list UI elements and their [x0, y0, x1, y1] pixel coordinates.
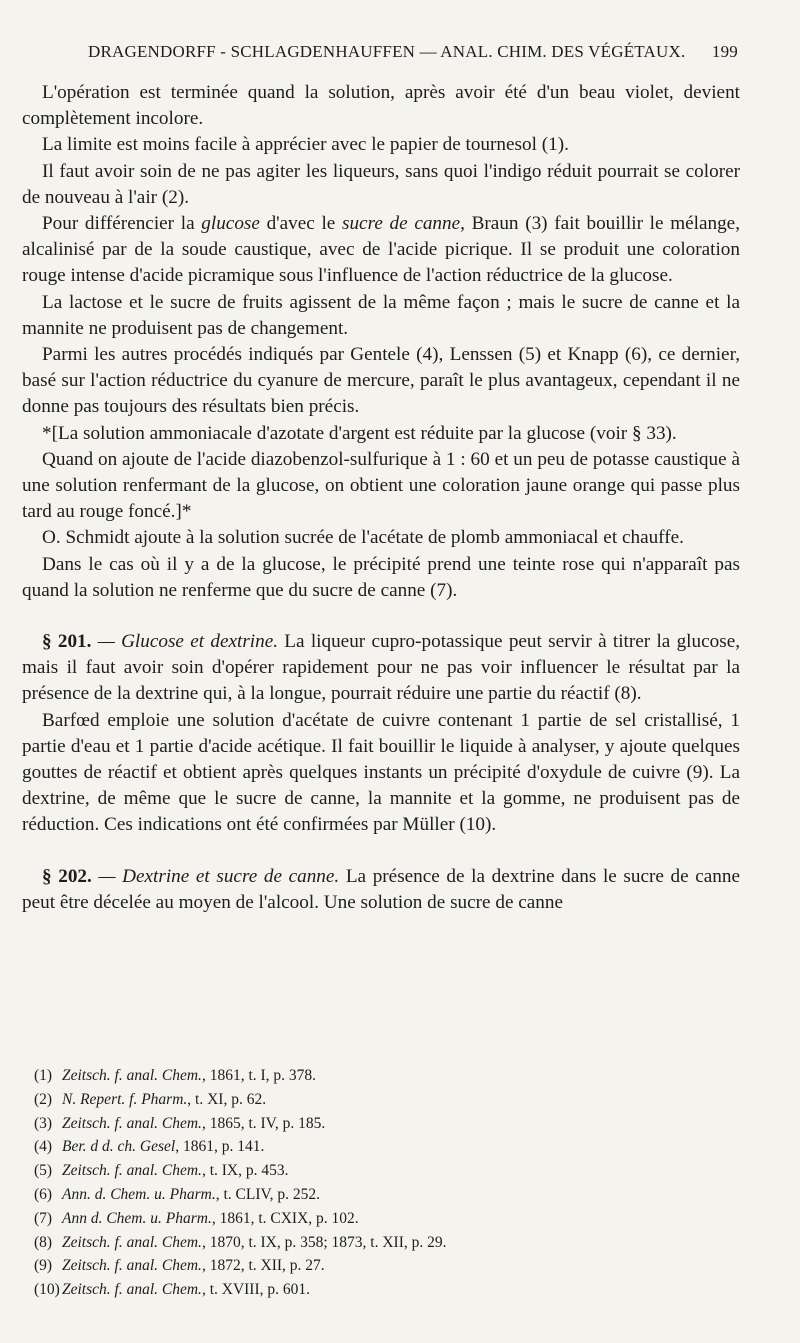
paragraph: O. Schmidt ajoute à la solution sucrée de l'acétate de plomb ammoniacal et chauffe. [42, 527, 684, 549]
paragraph: *[La solution ammoniacale d'azotate d'argent est réduite par la glucose (voir § 33). [42, 422, 677, 444]
footnote: (4) Ber. d d. ch. Gesel, 1861, p. 141. [34, 1138, 265, 1156]
paragraph: L'opération est terminée quand la solution, après avoir été d'un beau violet, devient complètement incolore. [22, 82, 740, 130]
paragraph: La lactose et le sucre de fruits agissent de la même façon ; mais le sucre de canne et la mannite ne produisent pas de changement. [22, 291, 740, 339]
section-title: — Dextrine et sucre de canne. [98, 865, 340, 887]
section-number: § 201. [42, 631, 92, 653]
footnote: (6) Ann. d. Chem. u. Pharm., t. CLIV, p. 252. [34, 1185, 321, 1203]
section-201: § 201. — Glucose et dextrine. La liqueur cupro-potassique peut servir à titrer la glucose, mais il faut avoir soin d'opérer rapidement pour ne pas voir influencer le résultat par la présence de la dextrine qui, à la longue, pourrait réduire une partie du réactif (8). [22, 631, 741, 705]
paragraph: Dans le cas où il y a de la glucose, le précipité prend une teinte rose qui n'apparaît pas quand la solution ne renferme que du sucre de canne (7). [22, 553, 740, 601]
section-number: § 202. [42, 865, 92, 887]
main-text [22, 80, 740, 916]
paragraph: Parmi les autres procédés indiqués par Gentele (4), Lenssen (5) et Knapp (6), ce dernier, basé sur l'action réductrice du cyanure de mercure, paraît le plus avantageux, cependant il ne donne pas toujours des résultats bien précis. [22, 344, 740, 418]
footnote: (8) Zeitsch. f. anal. Chem., 1870, t. IX, p. 358; 1873, t. XII, p. 29. [34, 1233, 447, 1251]
running-title: DRAGENDORFF - SCHLAGDENHAUFFEN — ANAL. CHIM. DES VÉGÉTAUX. [88, 42, 686, 61]
paragraph: Pour différencier la glucose d'avec le sucre de canne, Braun (3) fait bouillir le mélange, alcalinisé par de la soude caustique, avec de l'acide picrique. Il se produit une coloration rouge intense d'acide picramique sous l'influence de l'action réductrice de la glucose. [22, 213, 740, 287]
footnotes [34, 1064, 734, 1302]
footnote: (3) Zeitsch. f. anal. Chem., 1865, t. IV, p. 185. [34, 1114, 326, 1132]
footnote: (9) Zeitsch. f. anal. Chem., 1872, t. XII, p. 27. [34, 1257, 325, 1275]
section-202: § 202. — Dextrine et sucre de canne. La présence de la dextrine dans le sucre de canne peut être décelée au moyen de l'alcool. Une solution de sucre de canne [22, 865, 741, 913]
paragraph: Il faut avoir soin de ne pas agiter les liqueurs, sans quoi l'indigo réduit pourrait se colorer de nouveau à l'air (2). [22, 160, 740, 208]
footnote: (1) Zeitsch. f. anal. Chem., 1861, t. I, p. 378. [34, 1067, 317, 1084]
page-number: 199 [711, 42, 738, 61]
footnote: (7) Ann d. Chem. u. Pharm., 1861, t. CXIX, p. 102. [34, 1209, 359, 1227]
footnote: (10) Zeitsch. f. anal. Chem., t. XVIII, p. 601. [34, 1281, 310, 1299]
paragraph: Barfœd emploie une solution d'acétate de cuivre contenant 1 partie de sel cristallisé, 1 partie d'eau et 1 partie d'acide acétique. Il fait bouillir le liquide à analyser, y ajoute quelques gouttes de réactif et obtient après quelques instants un précipité d'oxydule de cuivre (9). La dextrine, de même que le sucre de canne, la mannite et la gomme, ne produisent pas de réduction. Ces indications ont été confirmées par Müller (10). [22, 709, 740, 836]
term-sucre-de-canne: sucre de canne [342, 213, 461, 235]
term-glucose: glucose [201, 213, 260, 235]
footnote: (2) N. Repert. f. Pharm., t. XI, p. 62. [34, 1090, 267, 1108]
section-title: — Glucose et dextrine. [97, 631, 279, 653]
paragraph: Quand on ajoute de l'acide diazobenzol-sulfurique à 1 : 60 et un peu de potasse caustique à une solution renfermant de la glucose, on obtient une coloration jaune orange qui passe plus tard au rouge foncé.]* [22, 448, 740, 523]
paragraph: La limite est moins facile à apprécier avec le papier de tournesol (1). [42, 134, 569, 156]
page-header [88, 42, 738, 62]
footnote: (5) Zeitsch. f. anal. Chem., t. IX, p. 453. [34, 1162, 289, 1180]
